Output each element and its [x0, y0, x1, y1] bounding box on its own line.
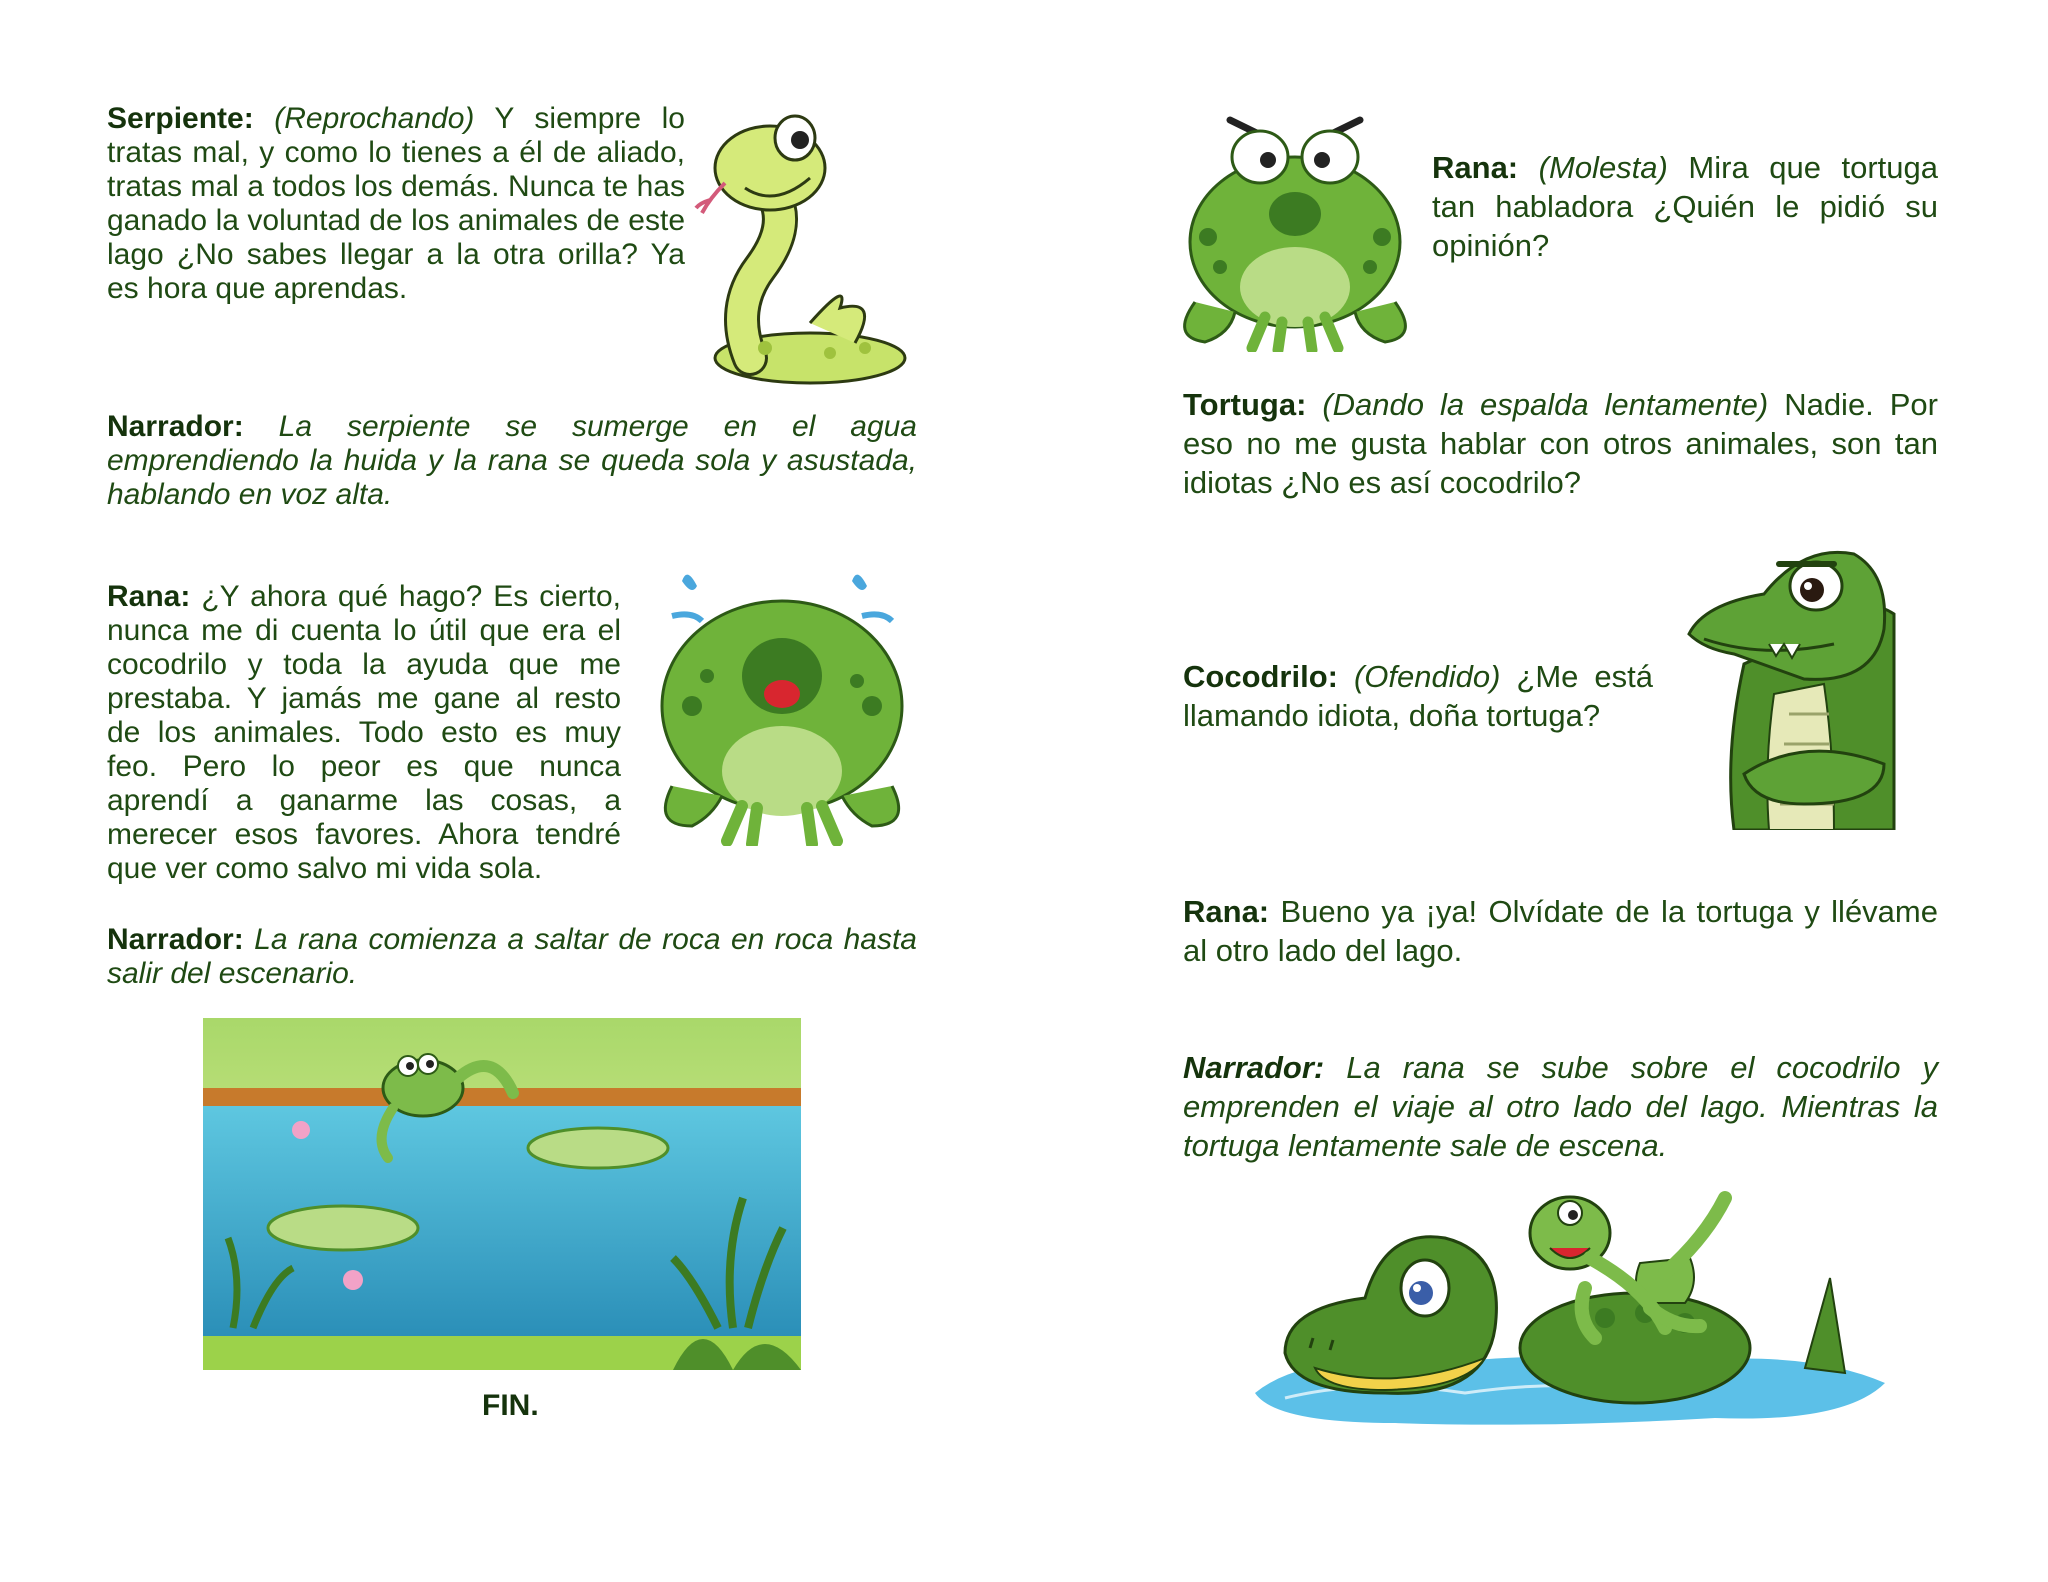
serpiente-dialogue: [107, 102, 685, 306]
tortuga-dialogue: [1183, 385, 1938, 502]
text-narrador-3: La rana se sube sobre el cocodrilo y emprenden el viaje al otro lado del lago. Mientras la tortuga lentamente sale de escena.: [1183, 1050, 1938, 1163]
snake-illustration: [690, 108, 930, 388]
fin-label: FIN.: [482, 1389, 539, 1422]
speaker-rana-3: Rana:: [1183, 894, 1270, 929]
crocodile-illustration: [1684, 534, 1904, 830]
speaker-serpiente: Serpiente:: [107, 102, 254, 135]
narrador-3: [1183, 1048, 1938, 1165]
text-rana-3: Bueno ya ¡ya! Olvídate de la tortuga y llévame al otro lado del lago.: [1183, 894, 1938, 968]
text-rana-1: ¿Y ahora qué hago? Es cierto, nunca me di cuenta lo útil que era el cocodrilo y toda la ayuda que me prestaba. Y jamás me gane al resto de los animales. Todo esto es muy feo. Pero lo peor es que nunca aprendí a ganarme las cosas, a merecer esos favores. Ahora tendré que ver como salvo mi vida sola.: [107, 580, 621, 885]
direction-tortuga: (Dando la espalda lentamente): [1322, 387, 1769, 422]
text-serpiente: Y siempre lo tratas mal, y como lo tienes a él de aliado, tratas mal a todos los demás. Nunca te has ganado la voluntad de los animales de este lago ¿No sabes llegar a la otra orilla? Ya es hora que aprendas.: [107, 102, 685, 305]
narrador-1: [107, 410, 917, 512]
angry-frog-illustration: [1160, 102, 1430, 352]
direction-serpiente: (Reprochando): [274, 102, 475, 135]
speaker-narrador-2: Narrador:: [107, 923, 244, 956]
speaker-narrador-3: Narrador:: [1183, 1050, 1325, 1085]
cocodrilo-dialogue: [1183, 657, 1653, 735]
text-cocodrilo: ¿Me está llamando idiota, doña tortuga?: [1183, 659, 1653, 733]
rana-dialogue-1: [107, 580, 621, 886]
narrador-2: [107, 923, 917, 991]
speaker-rana-2: Rana:: [1432, 150, 1519, 185]
speaker-rana-1: Rana:: [107, 580, 191, 613]
direction-cocodrilo: (Ofendido): [1353, 659, 1501, 694]
text-narrador-1: La serpiente se sumerge en el agua emprendiendo la huida y la rana se queda sola y asustada, hablando en voz alta.: [107, 410, 917, 511]
text-rana-2: Mira que tortuga tan habladora ¿Quién le pidió su opinión?: [1432, 150, 1938, 263]
text-tortuga: Nadie. Por eso no me gusta hablar con otros animales, son tan idiotas ¿No es así cocodrilo?: [1183, 387, 1938, 500]
crying-frog-illustration: [632, 556, 932, 846]
speaker-tortuga: Tortuga:: [1183, 387, 1307, 422]
rana-dialogue-2: [1432, 148, 1938, 265]
text-narrador-2: La rana comienza a saltar de roca en roca hasta salir del escenario.: [107, 923, 917, 990]
direction-rana-2: (Molesta): [1538, 150, 1668, 185]
pond-illustration: [203, 1018, 801, 1370]
crocodile-carrying-frog-illustration: [1245, 1178, 1895, 1428]
speaker-cocodrilo: Cocodrilo:: [1183, 659, 1338, 694]
rana-dialogue-3: [1183, 892, 1938, 970]
speaker-narrador-1: Narrador:: [107, 410, 244, 443]
